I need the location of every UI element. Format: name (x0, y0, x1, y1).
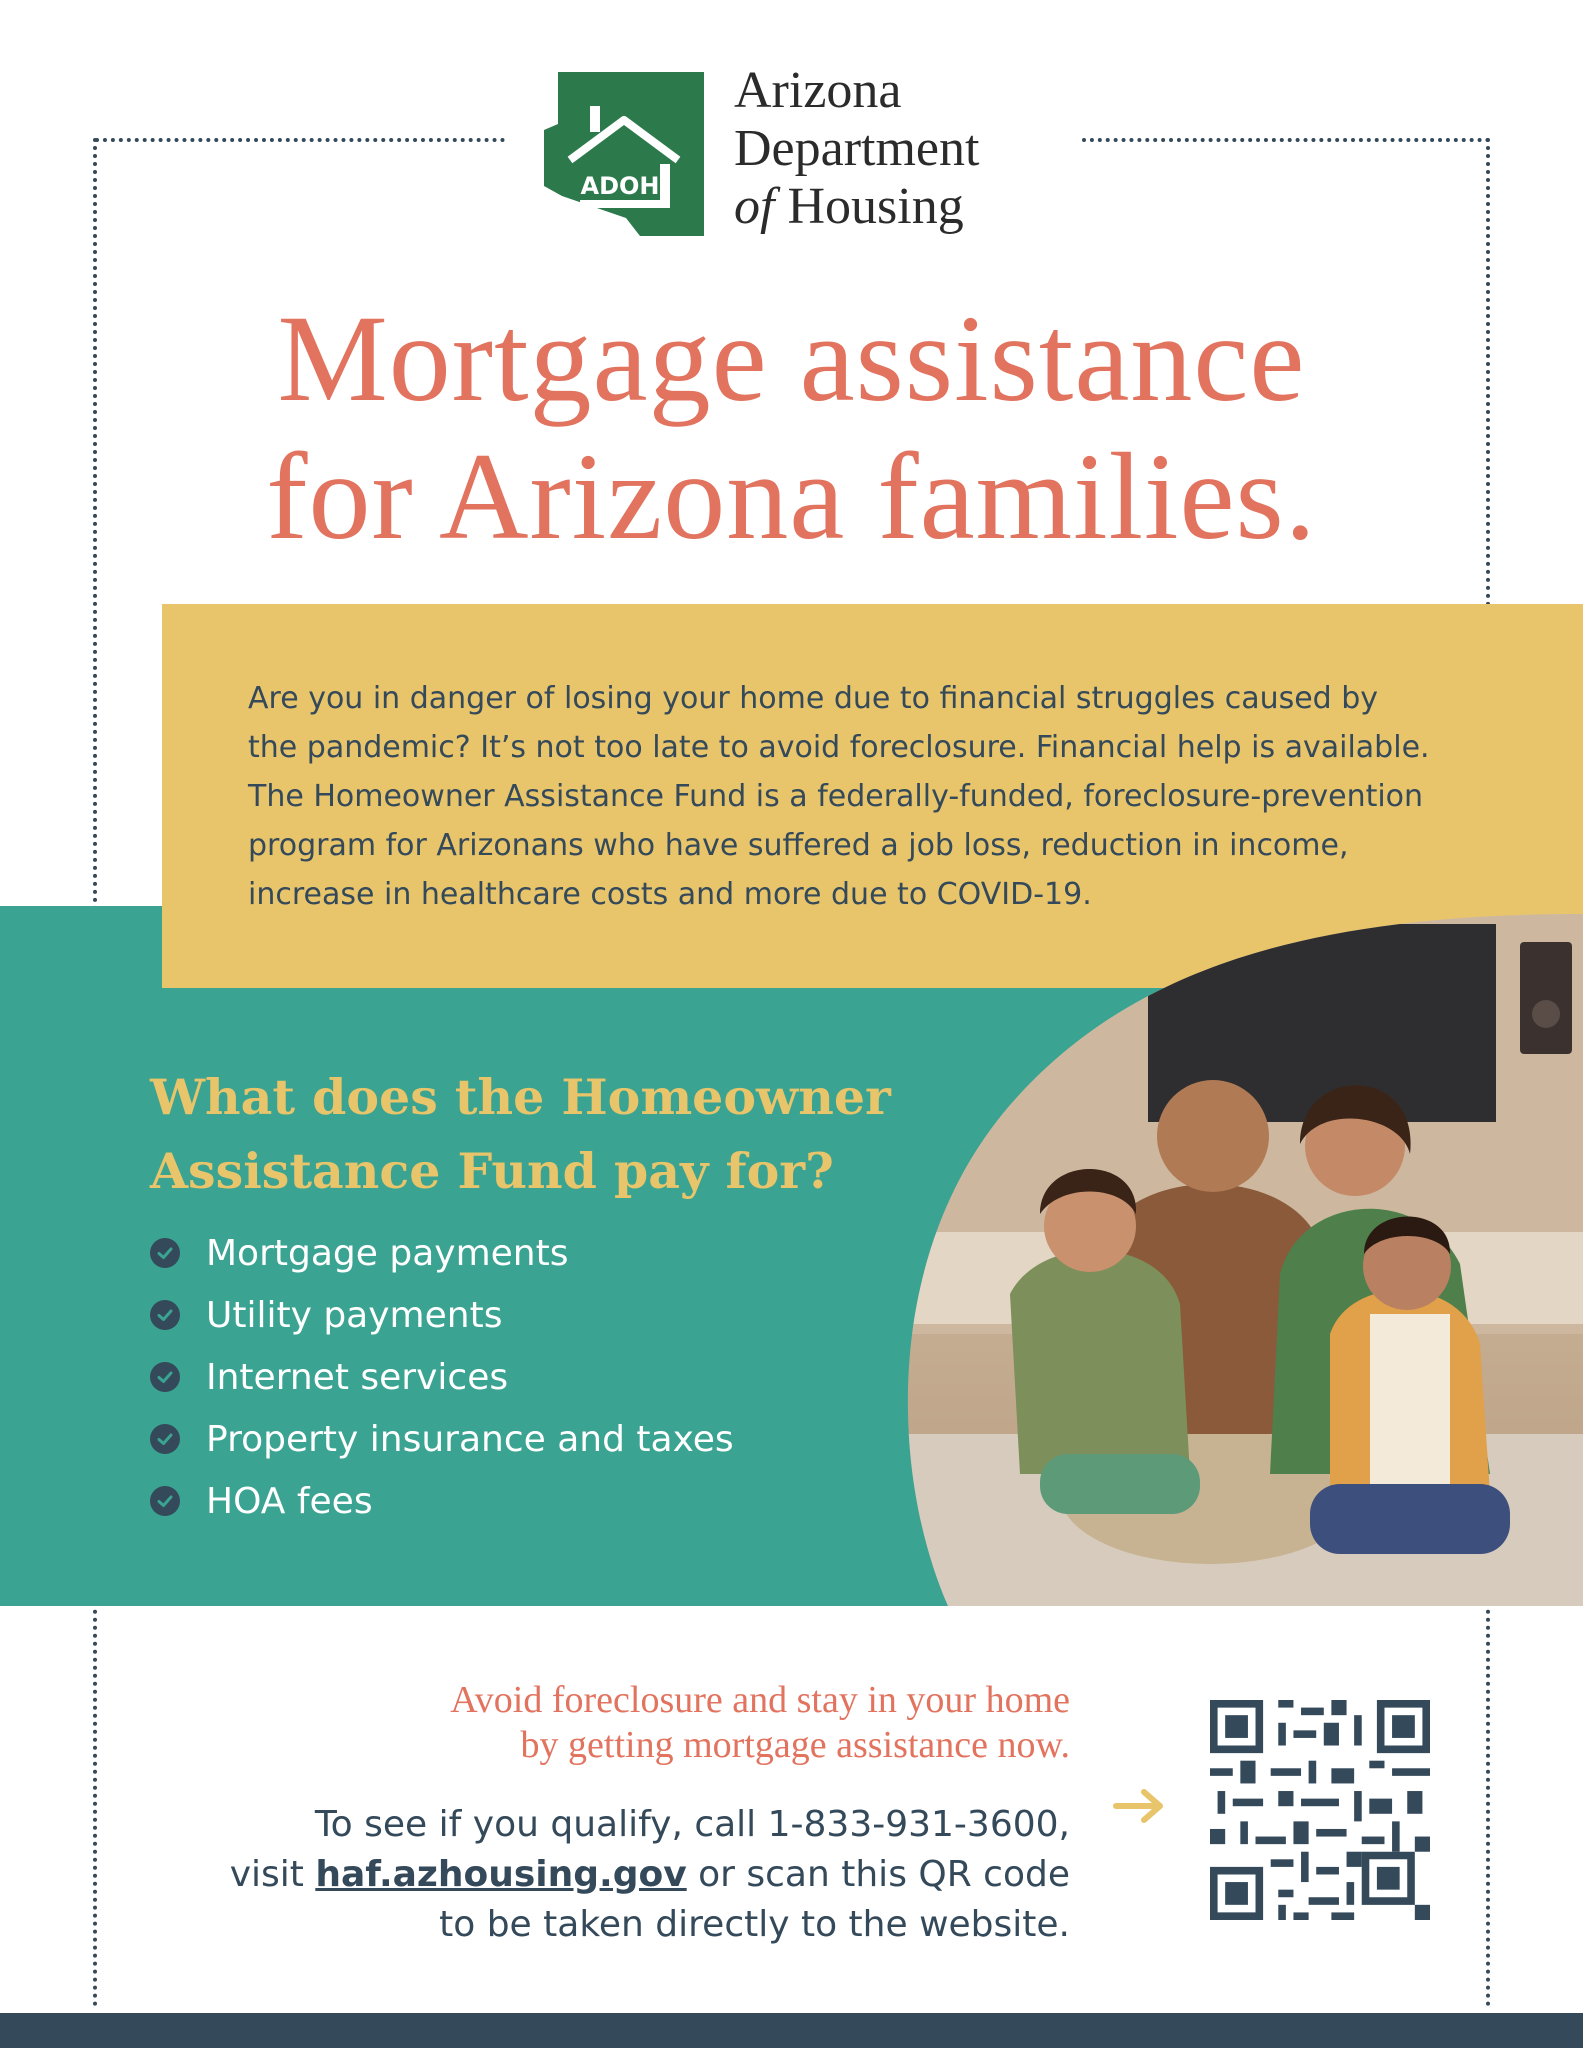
cta-line-1: Avoid foreclosure and stay in your home (450, 1679, 1070, 1721)
contact-line-2 (230, 1850, 1070, 1900)
frame-top-left (95, 138, 505, 142)
contact-qr-text: or scan this QR code (686, 1854, 1070, 1895)
cta-text (450, 1678, 1070, 1768)
website-link[interactable]: haf.azhousing.gov (315, 1854, 687, 1895)
intro-text (248, 674, 1448, 919)
intro-line: The Homeowner Assistance Fund is a federally-funded, foreclosure-prevention (248, 779, 1424, 814)
page-title (0, 290, 1583, 566)
list-item (150, 1346, 734, 1408)
coverage-heading-line-1: What does the Homeowner (150, 1068, 891, 1126)
checkmark-icon (150, 1424, 180, 1454)
logo-badge-text: ADOH (580, 172, 660, 200)
headline-line-1: Mortgage assistance (277, 290, 1306, 427)
logo-line-3 (734, 178, 979, 236)
checkmark-icon (150, 1362, 180, 1392)
checkmark-icon (150, 1238, 180, 1268)
list-item-label: Utility payments (206, 1294, 503, 1336)
adoh-logo-icon (540, 68, 712, 240)
logo-line-2: Department (734, 120, 980, 177)
list-item (150, 1408, 734, 1470)
intro-line: increase in healthcare costs and more due to COVID-19. (248, 877, 1092, 912)
speaker-shape (1520, 942, 1572, 1054)
headline-line-2: for Arizona families. (266, 428, 1317, 565)
logo-line-3-italic: of (734, 178, 775, 235)
intro-line: the pandemic? It’s not too late to avoid foreclosure. Financial help is available. (248, 730, 1430, 765)
contact-visit: visit (229, 1854, 316, 1895)
checkmark-icon (150, 1486, 180, 1516)
list-item (150, 1470, 734, 1532)
list-item (150, 1284, 734, 1346)
arrow-right-icon (1112, 1786, 1168, 1826)
logo-line-3-rest: Housing (774, 178, 964, 235)
coverage-heading-line-2: Assistance Fund pay for? (150, 1142, 834, 1200)
coverage-list (150, 1222, 734, 1532)
list-item-label: Internet services (206, 1356, 509, 1398)
logo-line-1: Arizona (734, 62, 902, 119)
intro-line: program for Arizonans who have suffered a job loss, reduction in income, (248, 828, 1349, 863)
contact-line-3: to be taken directly to the website. (439, 1904, 1070, 1945)
contact-line-1: To see if you qualify, call 1-833-931-3600, (314, 1804, 1070, 1845)
contact-text (230, 1800, 1070, 1950)
coverage-heading (150, 1060, 930, 1208)
cta-line-2: by getting mortgage assistance now. (520, 1724, 1070, 1766)
checkmark-icon (150, 1300, 180, 1330)
logo-wordmark (734, 62, 979, 236)
footer-bar (0, 2013, 1583, 2048)
list-item-label: Mortgage payments (206, 1232, 569, 1274)
family-photo (900, 914, 1583, 1606)
list-item-label: Property insurance and taxes (206, 1418, 734, 1460)
frame-top-right (1082, 138, 1490, 142)
list-item-label: HOA fees (206, 1480, 373, 1522)
qr-code-icon[interactable] (1210, 1700, 1430, 1920)
intro-line: Are you in danger of losing your home due to financial struggles caused by (248, 681, 1379, 716)
list-item (150, 1222, 734, 1284)
